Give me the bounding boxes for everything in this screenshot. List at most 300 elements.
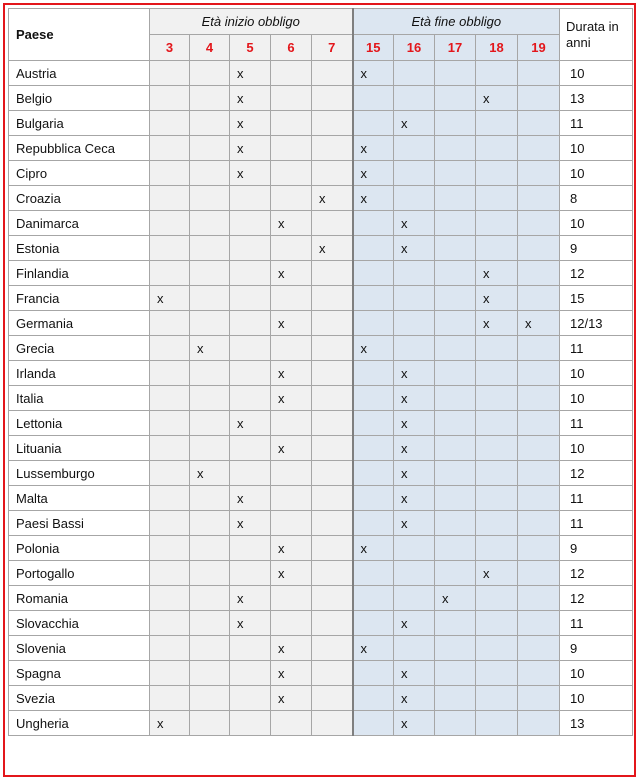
end-age-cell [435,461,476,486]
end-age-cell: x [476,561,518,586]
end-age-cell: x [394,436,435,461]
end-age-cell [476,511,518,536]
table-row [9,611,633,636]
start-age-cell: x [271,261,312,286]
end-age-cell [518,711,560,736]
end-age-cell: x [394,686,435,711]
end-age-cell [435,236,476,261]
country-cell: Estonia [9,236,150,261]
end-age-cell: x [476,86,518,111]
table-row [9,511,633,536]
end-age-cell [518,186,560,211]
table-row [9,561,633,586]
end-age-cell [394,536,435,561]
end-age-cell [435,311,476,336]
start-age-cell [190,161,230,186]
end-age-cell [435,211,476,236]
end-age-cell: x [394,711,435,736]
duration-cell: 10 [560,136,633,161]
start-age-cell [271,136,312,161]
end-age-cell: x [353,336,394,361]
start-age-cell [230,461,271,486]
duration-cell: 10 [560,211,633,236]
start-age-cell [271,411,312,436]
start-age-cell [271,486,312,511]
end-age-cell [476,636,518,661]
start-age-cell: x [271,386,312,411]
age-header-end: 18 [476,35,518,61]
end-age-cell [518,686,560,711]
duration-cell: 13 [560,711,633,736]
table-frame [3,3,636,777]
end-age-cell: x [353,61,394,86]
end-age-cell [476,536,518,561]
end-age-cell [353,586,394,611]
start-age-cell [150,211,190,236]
end-age-cell: x [394,611,435,636]
start-age-cell [312,61,353,86]
end-age-cell [353,611,394,636]
start-age-cell [190,586,230,611]
column-header-country: Paese [9,9,150,61]
end-age-cell [353,236,394,261]
duration-cell: 10 [560,361,633,386]
start-age-cell [190,561,230,586]
country-cell: Polonia [9,536,150,561]
end-age-cell [435,536,476,561]
end-age-cell [435,411,476,436]
end-age-cell [435,486,476,511]
end-age-cell: x [353,161,394,186]
start-age-cell [190,261,230,286]
end-age-cell [435,611,476,636]
start-age-cell [150,511,190,536]
start-age-cell [312,711,353,736]
start-age-cell [190,311,230,336]
start-age-cell [271,711,312,736]
end-age-cell [353,286,394,311]
duration-cell: 12 [560,461,633,486]
age-header-start: 4 [190,35,230,61]
table-row [9,486,633,511]
table-row [9,436,633,461]
start-age-cell [230,436,271,461]
table-row [9,661,633,686]
start-age-cell [230,336,271,361]
start-age-cell [271,111,312,136]
start-age-cell [150,386,190,411]
start-age-cell [190,361,230,386]
table-row [9,261,633,286]
end-age-cell [476,236,518,261]
table-row [9,536,633,561]
start-age-cell: x [230,61,271,86]
end-age-cell: x [353,136,394,161]
end-age-cell [353,86,394,111]
duration-cell: 10 [560,386,633,411]
end-age-cell [435,686,476,711]
end-age-cell [353,361,394,386]
start-age-cell [312,211,353,236]
start-age-cell: x [190,461,230,486]
duration-cell: 10 [560,686,633,711]
start-age-cell [312,636,353,661]
country-cell: Paesi Bassi [9,511,150,536]
start-age-cell [150,561,190,586]
start-age-cell [271,86,312,111]
age-header-end: 17 [435,35,476,61]
start-age-cell [312,286,353,311]
end-age-cell [476,336,518,361]
table-row [9,211,633,236]
start-age-cell [150,461,190,486]
end-age-cell [435,636,476,661]
end-age-cell [518,61,560,86]
end-age-cell [394,161,435,186]
end-age-cell [394,261,435,286]
start-age-cell: x [230,411,271,436]
start-age-cell [312,611,353,636]
duration-cell: 9 [560,536,633,561]
table-row [9,636,633,661]
end-age-cell: x [435,586,476,611]
end-age-cell [435,711,476,736]
table-row [9,186,633,211]
end-age-cell [435,436,476,461]
end-age-cell [435,111,476,136]
table-row [9,361,633,386]
table-row [9,136,633,161]
header-row-groups [9,9,633,35]
duration-cell: 11 [560,111,633,136]
table-row [9,61,633,86]
table-row [9,311,633,336]
start-age-cell [271,586,312,611]
table-row [9,586,633,611]
start-age-cell [150,661,190,686]
start-age-cell [190,661,230,686]
end-age-cell [518,236,560,261]
start-age-cell [190,386,230,411]
country-cell: Svezia [9,686,150,711]
duration-cell: 10 [560,161,633,186]
end-age-cell [353,111,394,136]
start-age-cell [271,236,312,261]
end-age-cell [435,61,476,86]
end-age-cell [476,611,518,636]
end-age-cell [353,711,394,736]
end-age-cell: x [394,661,435,686]
duration-cell: 10 [560,661,633,686]
end-age-cell [518,436,560,461]
start-age-cell [190,611,230,636]
end-age-cell [518,661,560,686]
start-age-cell [150,611,190,636]
start-age-cell [312,386,353,411]
start-age-cell: x [271,211,312,236]
end-age-cell [435,161,476,186]
end-age-cell [353,261,394,286]
end-age-cell [353,511,394,536]
end-age-cell [435,361,476,386]
end-age-cell [353,686,394,711]
start-age-cell [150,261,190,286]
start-age-cell [312,411,353,436]
end-age-cell: x [394,361,435,386]
duration-cell: 11 [560,486,633,511]
country-cell: Romania [9,586,150,611]
end-age-cell [394,311,435,336]
end-age-cell [394,561,435,586]
start-age-cell [150,111,190,136]
end-age-cell [353,411,394,436]
start-age-cell [312,686,353,711]
end-age-cell [476,411,518,436]
start-age-cell: x [190,336,230,361]
start-age-cell: x [271,361,312,386]
country-cell: Croazia [9,186,150,211]
start-age-cell: x [312,236,353,261]
end-age-cell: x [518,311,560,336]
end-age-cell [353,386,394,411]
end-age-cell [476,361,518,386]
end-age-cell [518,211,560,236]
start-age-cell [150,436,190,461]
country-cell: Belgio [9,86,150,111]
duration-cell: 15 [560,286,633,311]
duration-cell: 10 [560,61,633,86]
table-row [9,461,633,486]
end-age-cell: x [394,236,435,261]
start-age-cell [312,661,353,686]
end-age-cell [394,286,435,311]
end-age-cell: x [476,286,518,311]
duration-cell: 9 [560,636,633,661]
start-age-cell [312,86,353,111]
start-age-cell: x [271,311,312,336]
end-age-cell: x [353,186,394,211]
start-age-cell: x [271,561,312,586]
table-row [9,111,633,136]
start-age-cell [312,536,353,561]
duration-cell: 9 [560,236,633,261]
start-age-cell [190,61,230,86]
table-row [9,411,633,436]
end-age-cell [435,136,476,161]
start-age-cell [230,311,271,336]
end-age-cell [394,586,435,611]
start-age-cell [312,161,353,186]
end-age-cell: x [394,461,435,486]
start-age-cell [312,461,353,486]
end-age-cell [518,511,560,536]
age-header-end: 15 [353,35,394,61]
duration-cell: 12 [560,261,633,286]
age-header-start: 5 [230,35,271,61]
duration-cell: 13 [560,86,633,111]
start-age-cell [150,586,190,611]
duration-cell: 12 [560,561,633,586]
table-row [9,86,633,111]
start-age-cell: x [150,711,190,736]
end-age-cell [476,436,518,461]
end-age-cell [518,411,560,436]
start-age-cell [150,136,190,161]
country-cell: Repubblica Ceca [9,136,150,161]
start-age-cell: x [230,86,271,111]
start-age-cell [312,561,353,586]
end-age-cell [518,486,560,511]
country-cell: Portogallo [9,561,150,586]
country-cell: Cipro [9,161,150,186]
duration-cell: 11 [560,336,633,361]
start-age-cell [312,511,353,536]
end-age-cell [476,661,518,686]
country-cell: Spagna [9,661,150,686]
start-age-cell [271,461,312,486]
column-group-start-age: Età inizio obbligo [150,9,353,35]
start-age-cell: x [271,636,312,661]
start-age-cell [312,311,353,336]
start-age-cell [190,686,230,711]
country-cell: Grecia [9,336,150,361]
start-age-cell [190,236,230,261]
start-age-cell [271,611,312,636]
table-row [9,161,633,186]
table-row [9,386,633,411]
end-age-cell [353,461,394,486]
country-cell: Germania [9,311,150,336]
start-age-cell [190,286,230,311]
start-age-cell [190,711,230,736]
end-age-cell [394,186,435,211]
start-age-cell [150,486,190,511]
start-age-cell [230,261,271,286]
start-age-cell [190,486,230,511]
column-group-end-age: Età fine obbligo [353,9,560,35]
end-age-cell: x [476,311,518,336]
end-age-cell: x [476,261,518,286]
start-age-cell [271,286,312,311]
start-age-cell: x [150,286,190,311]
age-header-end: 19 [518,35,560,61]
start-age-cell [150,636,190,661]
end-age-cell [394,61,435,86]
end-age-cell [476,586,518,611]
start-age-cell: x [230,586,271,611]
column-header-duration: Durata in anni [560,9,633,61]
start-age-cell [150,236,190,261]
end-age-cell [353,311,394,336]
start-age-cell [312,586,353,611]
start-age-cell [150,686,190,711]
end-age-cell [518,111,560,136]
start-age-cell: x [230,161,271,186]
start-age-cell: x [230,611,271,636]
end-age-cell [435,336,476,361]
compulsory-education-table [8,8,633,736]
start-age-cell [150,536,190,561]
age-header-start: 6 [271,35,312,61]
country-cell: Danimarca [9,211,150,236]
end-age-cell: x [353,536,394,561]
start-age-cell [150,336,190,361]
country-cell: Lituania [9,436,150,461]
start-age-cell [271,186,312,211]
start-age-cell [150,86,190,111]
country-cell: Bulgaria [9,111,150,136]
start-age-cell [150,311,190,336]
end-age-cell [435,561,476,586]
end-age-cell [394,86,435,111]
end-age-cell [394,336,435,361]
start-age-cell: x [230,136,271,161]
start-age-cell: x [230,111,271,136]
start-age-cell [312,361,353,386]
end-age-cell [476,711,518,736]
country-cell: Malta [9,486,150,511]
start-age-cell [271,511,312,536]
end-age-cell [476,461,518,486]
start-age-cell [312,261,353,286]
table-row [9,336,633,361]
end-age-cell [476,136,518,161]
start-age-cell [150,361,190,386]
start-age-cell [312,136,353,161]
age-header-start: 7 [312,35,353,61]
start-age-cell [230,361,271,386]
start-age-cell [312,486,353,511]
end-age-cell [476,61,518,86]
country-cell: Ungheria [9,711,150,736]
end-age-cell [435,386,476,411]
end-age-cell [394,636,435,661]
table-row [9,236,633,261]
end-age-cell [435,286,476,311]
start-age-cell: x [271,536,312,561]
end-age-cell [518,536,560,561]
start-age-cell [230,536,271,561]
end-age-cell: x [394,111,435,136]
end-age-cell [353,486,394,511]
start-age-cell [150,61,190,86]
end-age-cell [476,211,518,236]
end-age-cell [435,86,476,111]
age-header-end: 16 [394,35,435,61]
end-age-cell: x [394,211,435,236]
start-age-cell [190,511,230,536]
end-age-cell [476,386,518,411]
start-age-cell [230,286,271,311]
end-age-cell: x [353,636,394,661]
duration-cell: 11 [560,611,633,636]
start-age-cell [230,636,271,661]
table-row [9,686,633,711]
end-age-cell [476,686,518,711]
end-age-cell [518,361,560,386]
end-age-cell [518,336,560,361]
country-cell: Finlandia [9,261,150,286]
start-age-cell [312,436,353,461]
duration-cell: 11 [560,411,633,436]
start-age-cell [190,111,230,136]
start-age-cell [271,61,312,86]
start-age-cell [190,636,230,661]
end-age-cell [518,386,560,411]
end-age-cell [394,136,435,161]
country-cell: Francia [9,286,150,311]
age-header-start: 3 [150,35,190,61]
